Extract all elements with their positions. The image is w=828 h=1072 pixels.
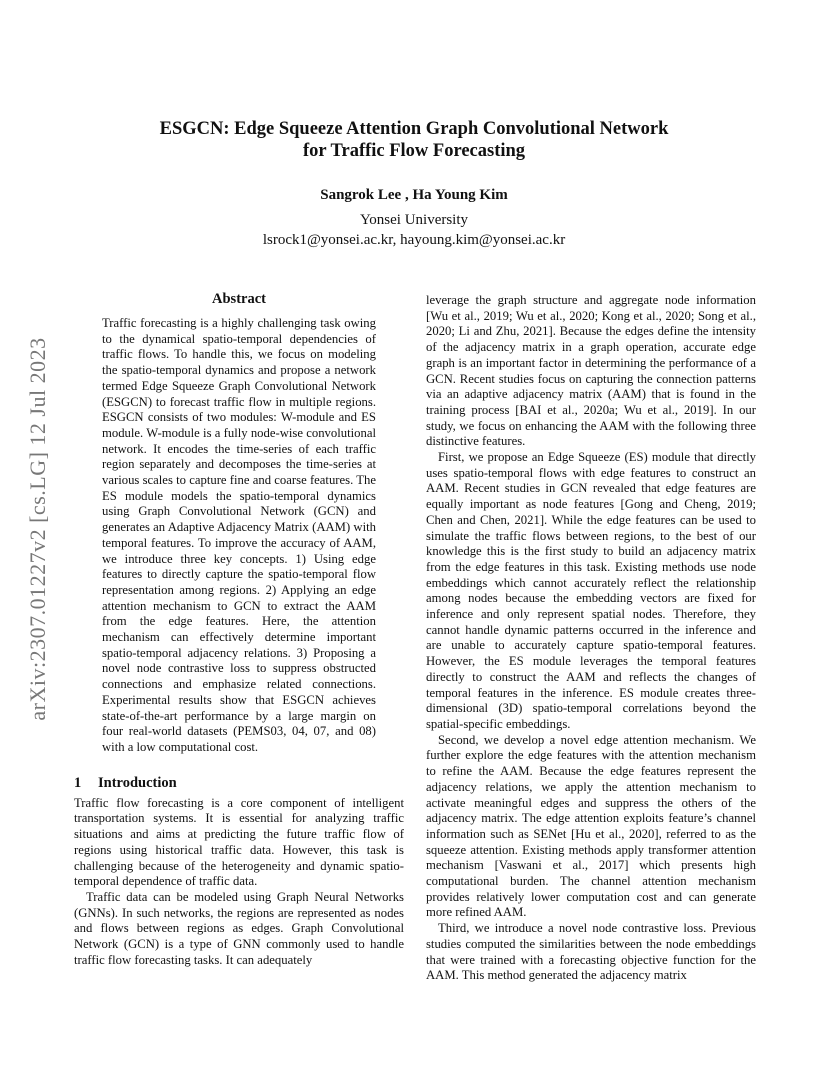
affiliation: Yonsei University	[359, 212, 469, 228]
author-list: Sangrok Lee , Ha Young Kim	[320, 187, 508, 203]
right-column	[426, 293, 756, 984]
paper-title-line-1: ESGCN: Edge Squeeze Attention Graph Convolutional Network	[159, 119, 669, 139]
section-title: Introduction	[98, 774, 177, 791]
left-column	[74, 290, 404, 968]
arxiv-sidebar	[12, 296, 64, 762]
introduction-heading	[74, 774, 404, 792]
paper-title-line-2: for Traffic Flow Forecasting	[302, 141, 526, 161]
affiliation-block	[110, 210, 718, 250]
arxiv-identifier: arXiv:2307.01227v2 [cs.LG] 12 Jul 2023	[25, 337, 50, 721]
intro-paragraph-2: Traffic data can be modeled using Graph Neural Networks (GNNs). In such networks, the regions are represented as nodes and flows between regions as edges. Graph Convolutional Network (GCN) is a type of GNN commonly used to handle traffic flow forecasting tasks. It can adequately	[74, 889, 404, 967]
abstract-body: Traffic forecasting is a highly challenging task owing to the dynamical spatio-temporal dependencies of traffic flows. To handle this, we focus on modeling the spatio-temporal dynamics and propose a network termed Edge Squeeze Graph Convolutional Network (ESGCN) to forecast traffic flow in multiple regions. ESGCN consists of two modules: W-module and ES module. W-module is a fully node-wise convolutional network. It encodes the time-series of each traffic region separately and decomposes the time-series at various scales to capture fine and coarse features. The ES module models the spatio-temporal dynamics using Graph Convolutional Network (GCN) and generates an Adaptive Adjacency Matrix (AAM) with temporal features. To improve the accuracy of AAM, we introduce three key concepts. 1) Using edge features to directly capture the spatio-temporal flow representation among regions. 2) Applying an edge attention mechanism to GCN to extract the AAM from the edge features. Here, the attention mechanism can effectively determine important spatio-temporal adjacency relations. 3) Proposing a novel node contrastive loss to suppress obstructed connections and emphasize related connections. Experimental results show that ESGCN achieves state-of-the-art performance by a large margin on four real-world datasets (PEMS03, 04, 07, and 08) with a low computational cost.	[102, 316, 376, 754]
author-emails: lsrock1@yonsei.ac.kr, hayoung.kim@yonsei.ac.kr	[262, 232, 566, 248]
section-number: 1	[74, 774, 82, 791]
paper-title	[110, 118, 718, 162]
right-paragraph-4: Third, we introduce a novel node contrastive loss. Previous studies computed the similarities between the node embeddings that were trained with a forecasting objective function for the AAM. This method generated the adjacency matrix	[426, 921, 756, 983]
intro-paragraph-1: Traffic flow forecasting is a core component of intelligent transportation systems. It is essential for analyzing traffic situations and aims at predicting the future traffic flow of regions using historical traffic data. However, this task is challenging because of the heterogeneity and dynamic spatio-temporal dependence of traffic data.	[74, 795, 404, 889]
abstract-heading: Abstract	[212, 291, 266, 307]
right-paragraph-2: First, we propose an Edge Squeeze (ES) module that directly uses spatio-temporal flows with edge features to construct an AAM. Recent studies in GCN revealed that edge features are equally important as node features [Gong and Cheng, 2019; Chen and Chen, 2021]. While the edge features can be used to simulate the traffic flows between regions, to the best of our knowledge this is the first study to build an adjacency matrix from the edge features in this task. Existing methods use node embeddings which cannot accurately reflect the relationship among nodes because the embedding vectors are fixed for inference and only represent spatial nodes. Therefore, they cannot handle dynamic patterns occurred in the inference and are unable to accurately capture spatio-temporal features. However, the ES module leverages the temporal features directly to construct the AAM and reflects the changes of temporal features in the inference. ES module creates three-dimensional (3D) spatio-temporal correlations beyond the spatial-specific embeddings.	[426, 450, 756, 731]
right-paragraph-3: Second, we develop a novel edge attention mechanism. We further explore the edge features with the attention mechanism to refine the AAM. Because the edge features represent the adjacency relations, we apply the attention mechanism to activate meaningful edges and suppress the others of the adjacency matrix. The edge attention exploits feature’s channel information such as SENet [Hu et al., 2020], referred to as the squeeze attention. Existing methods apply transformer attention mechanism [Vaswani et al., 2017] which presents high computational burden. The channel attention mechanism provides relatively lower computation cost and can generate more refined AAM.	[426, 732, 756, 920]
right-paragraph-1: leverage the graph structure and aggregate node information [Wu et al., 2019; Wu et al., 2020; Kong et al., 2020; Song et al., 2020; Li and Zhu, 2021]. Because the edges define the intensity of the adjacency matrix in a graph operation, accurate edge graph is an important factor in determining the performance of a GCN. Recent studies focus on capturing the connection patterns via an adaptive adjacency matrix (AAM) that is found in the training process [BAI et al., 2020a; Wu et al., 2019]. In our study, we focus on enhancing the AAM with the following three distinctive features.	[426, 293, 756, 449]
